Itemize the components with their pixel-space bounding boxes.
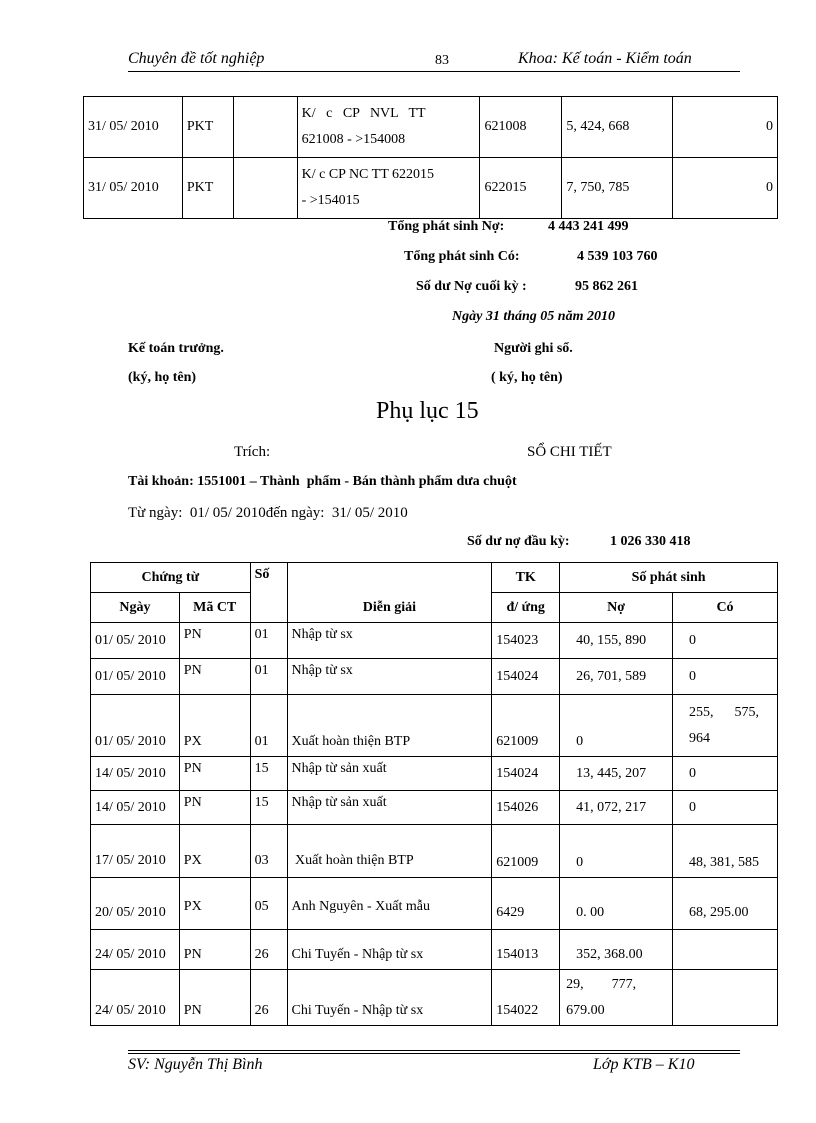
cell-debit: 41, 072, 217: [560, 791, 673, 825]
cell-no: 01: [250, 695, 287, 757]
cell-credit: 0: [673, 97, 778, 158]
cell-date: 31/ 05/ 2010: [84, 97, 183, 158]
cell-credit: 0: [673, 158, 778, 219]
recorder-title: Người ghi sổ.: [494, 341, 573, 356]
page-number: 83: [435, 53, 449, 68]
total-debit-label: Tổng phát sinh Nợ:: [388, 219, 505, 234]
credit-line: 964: [689, 730, 711, 746]
header-date: Ngày: [91, 593, 180, 623]
cell-credit: [673, 930, 778, 970]
top-table-row: [84, 158, 778, 219]
cell-no: 05: [250, 878, 287, 930]
cell-acc: 154022: [492, 970, 560, 1026]
header-desc: Diễn giải: [287, 563, 492, 623]
cell-desc: [297, 97, 480, 158]
cell-desc: Xuất hoàn thiện BTP: [287, 695, 492, 757]
footer-right: Lớp KTB – K10: [593, 1056, 695, 1073]
cell-desc: Chi Tuyến - Nhập từ sx: [287, 930, 492, 970]
cell-date: 14/ 05/ 2010: [91, 791, 180, 825]
cell-desc: Nhập từ sản xuất: [287, 757, 492, 791]
desc-line: K/ c CP NVL TT: [301, 106, 426, 121]
cell-date: 24/ 05/ 2010: [91, 970, 180, 1026]
header-credit: Có: [673, 593, 778, 623]
cell-desc: Xuất hoàn thiện BTP: [287, 825, 492, 878]
header-code: Mã CT: [179, 593, 250, 623]
header-tk-corr: đ/ ứng: [492, 593, 560, 623]
chief-accountant-title: Kế toán trưởng.: [128, 341, 224, 356]
cell-no: 26: [250, 930, 287, 970]
table-row: [91, 930, 778, 970]
desc-line: - >154015: [301, 193, 360, 208]
cell-date: 01/ 05/ 2010: [91, 659, 180, 695]
cell-debit: 13, 445, 207: [560, 757, 673, 791]
cell-credit: 68, 295.00: [673, 878, 778, 930]
debit-line: 679.00: [566, 1002, 605, 1018]
cell-code: PX: [179, 695, 250, 757]
table-row: [91, 695, 778, 757]
cell-debit: 0. 00: [560, 878, 673, 930]
cell-date: 01/ 05/ 2010: [91, 623, 180, 659]
cell-acc: 621009: [492, 695, 560, 757]
cell-acc: 621009: [492, 825, 560, 878]
cell-doc: PKT: [182, 97, 233, 158]
total-credit-label: Tổng phát sinh Có:: [404, 249, 520, 264]
cell-code: PN: [179, 659, 250, 695]
ledger-table: [90, 562, 778, 1026]
opening-balance-label: Số dư nợ đầu kỳ:: [467, 534, 570, 549]
cell-code: PN: [179, 970, 250, 1026]
cell-no: 26: [250, 970, 287, 1026]
cell-no: 01: [250, 659, 287, 695]
cell-acc: 622015: [480, 158, 562, 219]
cell-code: PX: [179, 825, 250, 878]
cell-no: 01: [250, 623, 287, 659]
table-row: [91, 825, 778, 878]
top-table: [83, 96, 778, 219]
cell-date: 01/ 05/ 2010: [91, 695, 180, 757]
cell-desc: [297, 158, 480, 219]
cell-credit: [673, 695, 778, 757]
cell-debit: 40, 155, 890: [560, 623, 673, 659]
footer-rule: [128, 1050, 740, 1051]
footer-rule: [128, 1053, 740, 1054]
cell-credit: 0: [673, 659, 778, 695]
cell-acc: 154013: [492, 930, 560, 970]
table-row: [91, 791, 778, 825]
cell-debit: 7, 750, 785: [562, 158, 673, 219]
table-row: [91, 623, 778, 659]
header-so: Số: [250, 563, 287, 623]
cell-debit: 0: [560, 695, 673, 757]
cell-debit: 0: [560, 825, 673, 878]
cell-acc: 154024: [492, 659, 560, 695]
sign-date: Ngày 31 tháng 05 năm 2010: [452, 309, 615, 324]
footer-left: SV: Nguyễn Thị Bình: [128, 1056, 263, 1073]
period-line: Từ ngày: 01/ 05/ 2010đến ngày: 31/ 05/ 2010: [128, 505, 408, 521]
cell-acc: 621008: [480, 97, 562, 158]
header-arising: Số phát sinh: [560, 563, 778, 593]
desc-line: K/ c CP NC TT 622015: [301, 167, 434, 182]
table-row: [91, 757, 778, 791]
cell-date: 14/ 05/ 2010: [91, 757, 180, 791]
cell-code: PX: [179, 878, 250, 930]
table-row: [91, 970, 778, 1026]
cell-code: PN: [179, 930, 250, 970]
total-debit-value: 4 443 241 499: [548, 219, 629, 234]
extract-label: Trích:: [234, 444, 271, 460]
cell-debit: 352, 368.00: [560, 930, 673, 970]
account-line: Tài khoản: 1551001 – Thành phẩm - Bán thành phẩm dưa chuột: [128, 474, 517, 489]
cell-date: 24/ 05/ 2010: [91, 930, 180, 970]
cell-credit: 0: [673, 757, 778, 791]
opening-balance-value: 1 026 330 418: [610, 534, 691, 549]
top-table-row: [84, 97, 778, 158]
cell-no: [233, 158, 297, 219]
cell-acc: 154026: [492, 791, 560, 825]
cell-debit: [560, 970, 673, 1026]
cell-no: 03: [250, 825, 287, 878]
total-credit-value: 4 539 103 760: [577, 249, 658, 264]
header-rule: [128, 71, 740, 72]
desc-line: 621008 - >154008: [301, 132, 406, 147]
cell-code: PN: [179, 791, 250, 825]
closing-balance-value: 95 862 261: [575, 279, 638, 294]
cell-desc: Chi Tuyến - Nhập từ sx: [287, 970, 492, 1026]
cell-desc: Nhập từ sx: [287, 659, 492, 695]
cell-credit: 48, 381, 585: [673, 825, 778, 878]
cell-acc: 154023: [492, 623, 560, 659]
header-voucher: Chứng từ: [91, 563, 251, 593]
cell-desc: Nhập từ sản xuất: [287, 791, 492, 825]
cell-desc: Anh Nguyên - Xuất mẫu: [287, 878, 492, 930]
closing-balance-label: Số dư Nợ cuối kỳ :: [416, 279, 527, 294]
header-left: Chuyên đề tốt nghiệp: [128, 50, 265, 67]
ledger-header-row: [91, 563, 778, 593]
header-right: Khoa: Kế toán - Kiểm toán: [518, 50, 692, 67]
cell-no: [233, 97, 297, 158]
cell-credit: [673, 970, 778, 1026]
header-debit: Nợ: [560, 593, 673, 623]
cell-acc: 154024: [492, 757, 560, 791]
cell-code: PN: [179, 623, 250, 659]
cell-credit: 0: [673, 791, 778, 825]
chief-accountant-note: (ký, họ tên): [128, 370, 197, 385]
header-tk: TK: [492, 563, 560, 593]
cell-debit: 26, 701, 589: [560, 659, 673, 695]
debit-line: 29, 777,: [566, 976, 637, 992]
cell-no: 15: [250, 757, 287, 791]
cell-debit: 5, 424, 668: [562, 97, 673, 158]
credit-line: 255, 575,: [689, 704, 760, 720]
table-row: [91, 659, 778, 695]
cell-no: 15: [250, 791, 287, 825]
cell-code: PN: [179, 757, 250, 791]
cell-doc: PKT: [182, 158, 233, 219]
appendix-title: Phụ lục 15: [376, 398, 479, 424]
recorder-note: ( ký, họ tên): [491, 370, 563, 385]
cell-date: 31/ 05/ 2010: [84, 158, 183, 219]
ledger-title: SỔ CHI TIẾT: [527, 444, 612, 460]
cell-date: 17/ 05/ 2010: [91, 825, 180, 878]
cell-acc: 6429: [492, 878, 560, 930]
cell-date: 20/ 05/ 2010: [91, 878, 180, 930]
table-row: [91, 878, 778, 930]
cell-desc: Nhập từ sx: [287, 623, 492, 659]
cell-credit: 0: [673, 623, 778, 659]
